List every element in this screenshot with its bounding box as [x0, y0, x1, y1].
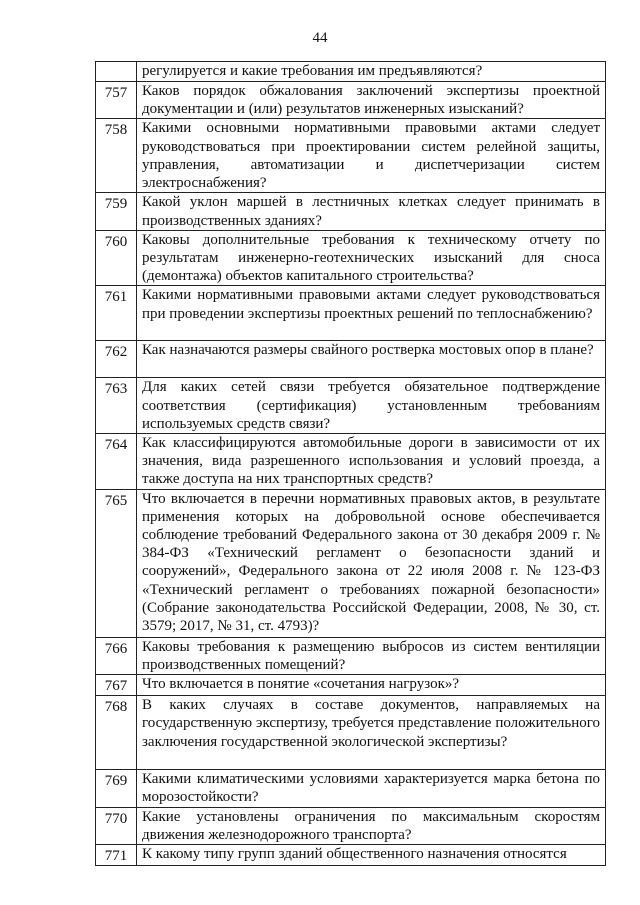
question-text: Для каких сетей связи требуется обязательное подтверждение соответствия (сертификация) установленным требованиям используемых средств связи? [137, 378, 606, 434]
question-text: Какой уклон маршей в лестничных клетках следует принимать в производственных зданиях? [137, 193, 606, 230]
questions-table [95, 61, 606, 866]
question-text: Каков порядок обжалования заключений экспертизы проектной документации и (или) результатов инженерных изысканий? [137, 82, 606, 119]
table-row [96, 230, 606, 286]
question-number [96, 62, 137, 82]
question-text: Какими нормативными правовыми актами следует руководствоваться при проведении экспертизы проектных решений по теплоснабжению? [137, 286, 606, 341]
table-row [96, 845, 606, 866]
table-row [96, 193, 606, 230]
question-number: 762 [96, 341, 137, 378]
table-row [96, 434, 606, 490]
table-row [96, 286, 606, 341]
question-number: 770 [96, 807, 137, 844]
table-row [96, 637, 606, 674]
table-row [96, 378, 606, 434]
table-row [96, 341, 606, 378]
question-number: 766 [96, 637, 137, 674]
question-text: Какими основными нормативными правовыми актами следует руководствоваться при проектировании систем релейной защиты, управления, автоматизации и диспетчеризации систем электроснабжения? [137, 119, 606, 193]
question-number: 761 [96, 286, 137, 341]
question-text: К какому типу групп зданий общественного назначения относятся [137, 845, 606, 866]
table-row [96, 82, 606, 119]
question-number: 763 [96, 378, 137, 434]
table-row [96, 696, 606, 770]
question-number: 759 [96, 193, 137, 230]
question-number: 764 [96, 434, 137, 490]
table-row [96, 489, 606, 637]
question-text: Каковы требования к размещению выбросов из систем вентиляции производственных помещений? [137, 637, 606, 674]
question-number: 771 [96, 845, 137, 866]
question-text: Что включается в перечни нормативных правовых актов, в результате применения которых на добровольной основе обеспечивается соблюдение требований Федерального закона от 30 декабря 2009 г. № 384-ФЗ «Технический регламент о безопасности зданий и сооружений», Федерального закона от 22 июля 2008 г. № 123-ФЗ «Технический регламент о требованиях пожарной безопасности» (Собрание законодательства Российской Федерации, 2008, № 30, ст. 3579; 2017, № 31, ст. 4793)? [137, 489, 606, 637]
table-row [96, 770, 606, 807]
question-number: 767 [96, 675, 137, 696]
table-row [96, 675, 606, 696]
question-text: В каких случаях в составе документов, направляемых на государственную экспертизу, требуется представление положительного заключения государственной экологической экспертизы? [137, 696, 606, 770]
question-text: Какими климатическими условиями характеризуется марка бетона по морозостойкости? [137, 770, 606, 807]
questions-table-body [96, 62, 606, 866]
table-row [96, 119, 606, 193]
question-text: Как классифицируются автомобильные дороги в зависимости от их значения, вида разрешенного использования и условий проезда, а также доступа на них транспортных средств? [137, 434, 606, 490]
question-text: Как назначаются размеры свайного ростверка мостовых опор в плане? [137, 341, 606, 378]
question-number: 757 [96, 82, 137, 119]
table-row [96, 62, 606, 82]
question-number: 768 [96, 696, 137, 770]
question-number: 769 [96, 770, 137, 807]
question-number: 758 [96, 119, 137, 193]
question-text: Каковы дополнительные требования к техническому отчету по результатам инженерно-геотехнических изысканий для сноса (демонтажа) объектов капитального строительства? [137, 230, 606, 286]
table-row [96, 807, 606, 844]
question-number: 765 [96, 489, 137, 637]
page-number: 44 [312, 30, 328, 46]
question-text: Какие установлены ограничения по максимальным скоростям движения железнодорожного транспорта? [137, 807, 606, 844]
question-text: Что включается в понятие «сочетания нагрузок»? [137, 675, 606, 696]
question-number: 760 [96, 230, 137, 286]
question-text: регулируется и какие требования им предъявляются? [137, 62, 606, 82]
